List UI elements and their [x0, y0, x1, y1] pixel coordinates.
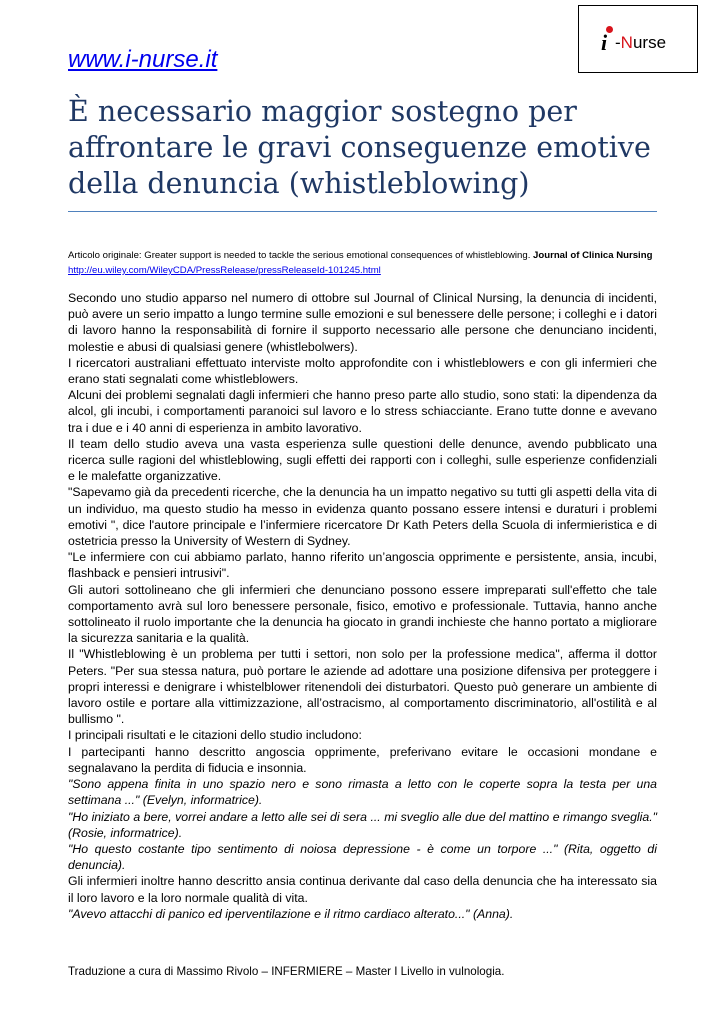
body-paragraph: I ricercatori australiani effettuato interviste molto approfondite con i whistleblowers e con gli infermieri che erano stati segnalati come whistleblowers. — [68, 355, 657, 387]
body-paragraph: I principali risultati e le citazioni dello studio includono: — [68, 728, 362, 743]
body-paragraph: Alcuni dei problemi segnalati dagli infermieri che hanno preso parte allo studio, sono stati: la dipendenza da alcol, gli incubi, i comportamenti paranoici sul lavoro e lo stress schiacciante. Erano tutte donne e avevano tra i due e i 40 anni di esperienza in ambito lavorativo. — [68, 388, 657, 435]
body-paragraph: Gli autori sottolineano che gli infermieri che denunciano possono essere impreparati sull'effetto che tale comportamento avrà sul loro benessere personale, fisico, emotivo e professionale. Tuttavia, hanno anche sottolineato il ruolo importante che la denuncia ha giocato in grandi inchieste che hanno portato a migliorare la sicurezza sanitaria e la qualità. — [68, 582, 657, 646]
quote-paragraph: "Sono appena finita in uno spazio nero e sono rimasta a letto con le coperte sopra la testa per una settimana ..." (Evelyn, informatrice). — [68, 777, 657, 808]
body-paragraph: Secondo uno studio apparso nel numero di ottobre sul Journal of Clinical Nursing, la denuncia di incidenti, può avere un serio impatto a lungo termine sulle emozioni e sul benessere delle persone; i colleghi e i datori di lavoro hanno la responsabilità di fornire il supporto necessario alle persone che denunciano incidenti, molestie e abusi di qualsiasi genere (whistlebolwers). — [68, 291, 657, 354]
body-paragraph: I partecipanti hanno descritto angoscia opprimente, preferivano evitare le occasioni mondane e segnalavano la perdita di fiducia e insonnia. — [68, 744, 657, 775]
article-title: È necessario maggior sostegno per affrontare le gravi conseguenze emotive della denuncia (whistleblowing) — [68, 95, 651, 200]
source-prefix: Articolo originale: Greater support is needed to tackle the serious emotional consequences of whistleblowing. — [68, 250, 534, 261]
body-paragraph: "Sapevamo già da precedenti ricerche, che la denuncia ha un impatto negativo su tutti gli aspetti della vita di un individuo, ma questo studio ha messo in evidenza quanto possano essere intensi e duraturi i problemi emotivi ", dice l'autore principale e l’infermiere ricercatore Dr Kath Peters della Scuola di infermieristica e di ostetricia presso la University of Western di Sydney. — [68, 485, 657, 549]
body-paragraph: Il team dello studio aveva una vasta esperienza sulle questioni delle denunce, avendo pubblicato una ricerca sulle ragioni del whistleblowing, sugli effetti dei rapporti con i colleghi, sulle esperienze confidenziali e le malefatte organizzative. — [68, 436, 657, 484]
body-paragraph: Il "Whistleblowing è un problema per tutti i settori, non solo per la professione medica", afferma il dottor Peters. "Per sua stessa natura, può portare le aziende ad adottare una posizione difensiva per proteggere i propri interessi e denigrare i whistelblower ritenendoli dei disturbatori. Questo può generare un ambiente di lavoro ostile e portare alla vittimizzazione, all’ostracismo, al comportamento discriminatorio, all'ostilità e al bullismo ". — [68, 647, 657, 727]
source-citation — [68, 248, 657, 278]
site-link[interactable]: www.i-nurse.it — [68, 46, 218, 73]
i-nurse-logo — [578, 5, 698, 73]
body-paragraph: Gli infermieri inoltre hanno descritto ansia continua derivante dal caso della denuncia che ha interessato sia il loro lavoro e la loro normale qualità di vita. — [68, 874, 657, 905]
article-body — [68, 290, 657, 922]
quote-paragraph: "Avevo attacchi di panico ed iperventilazione e il ritmo cardiaco alterato..." (Anna). — [68, 906, 514, 921]
quote-paragraph: "Ho iniziato a bere, vorrei andare a letto alle sei di sera ... mi sveglio alle due del mattino e rimango sveglia." (Rosie, informatrice). — [68, 809, 657, 840]
title-divider — [68, 211, 657, 212]
logo-letter-i: i — [601, 30, 608, 55]
logo-wordmark: -Nurse — [615, 33, 667, 52]
body-paragraph: "Le infermiere con cui abbiamo parlato, hanno riferito un’angoscia opprimente e persistente, ansia, incubi, flashback e pensieri intrusivi". — [68, 550, 657, 581]
quote-paragraph: "Ho questo costante tipo sentimento di noiosa depressione - è come un torpore ..." (Rita, oggetto di denuncia). — [68, 841, 657, 873]
source-url-link[interactable]: http://eu.wiley.com/WileyCDA/PressRelease/pressReleaseId-101245.html — [68, 265, 381, 276]
translator-credit: Traduzione a cura di Massimo Rivolo – INFERMIERE – Master I Livello in vulnologia. — [68, 965, 505, 978]
source-journal: Journal of Clinica Nursing — [533, 250, 653, 261]
